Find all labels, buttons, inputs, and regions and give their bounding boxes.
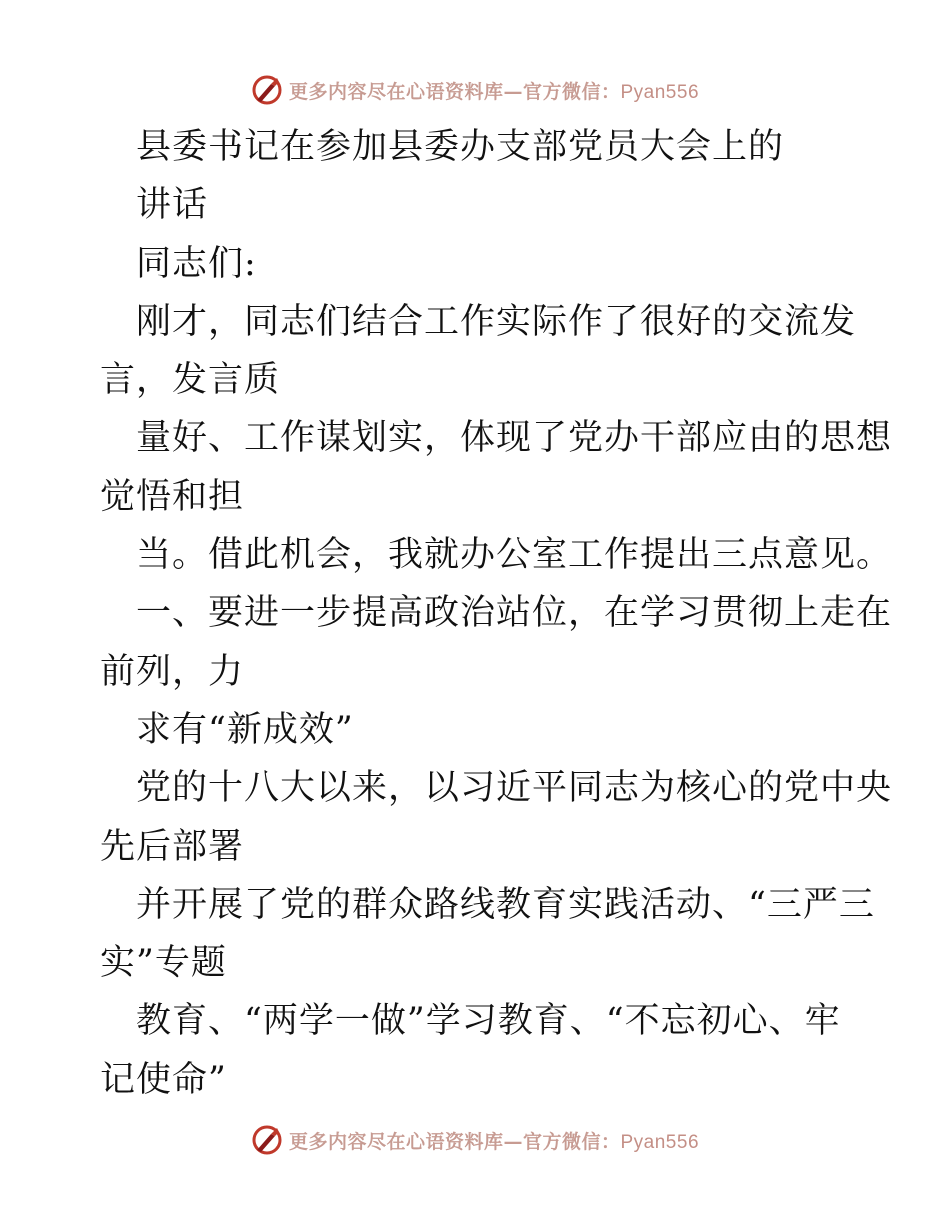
text-line: 同志们: <box>136 243 257 284</box>
text-line: 求有“新成效” <box>136 709 354 750</box>
pen-logo-icon <box>251 1124 283 1156</box>
document-body <box>100 118 893 1109</box>
watermark-id: Pyan556 <box>620 81 700 103</box>
text-line: 言，发言质 <box>100 360 281 401</box>
text-line: 前列，力 <box>100 651 245 692</box>
watermark-text: 更多内容尽在心语资料库—官方微信：Pyan556 <box>288 1130 700 1153</box>
pen-logo-icon <box>251 74 283 106</box>
header-watermark <box>0 70 950 110</box>
text-line: 当。借此机会，我就办公室工作提出三点意见。 <box>136 535 893 576</box>
text-line: 觉悟和担 <box>100 476 245 517</box>
text-line: 记使命” <box>100 1059 227 1100</box>
text-line: 讲话 <box>136 185 209 226</box>
text-line: 并开展了党的群众路线教育实践活动、“三严三 <box>136 884 875 925</box>
text-line: 实”专题 <box>100 943 227 984</box>
watermark-id: Pyan556 <box>620 1131 700 1153</box>
text-line: 党的十八大以来，以习近平同志为核心的党中央 <box>136 768 893 809</box>
watermark-text: 更多内容尽在心语资料库—官方微信：Pyan556 <box>288 80 700 103</box>
text-line: 县委书记在参加县委办支部党员大会上的 <box>136 127 785 167</box>
text-line: 教育、“两学一做”学习教育、“不忘初心、牢 <box>136 1001 841 1042</box>
text-line: 先后部署 <box>100 826 245 867</box>
footer-watermark <box>0 1120 950 1160</box>
text-line: 一、要进一步提高政治站位，在学习贯彻上走在 <box>136 593 893 634</box>
text-line: 量好、工作谋划实，体现了党办干部应由的思想 <box>136 418 893 459</box>
text-line: 刚才，同志们结合工作实际作了很好的交流发 <box>136 301 857 342</box>
